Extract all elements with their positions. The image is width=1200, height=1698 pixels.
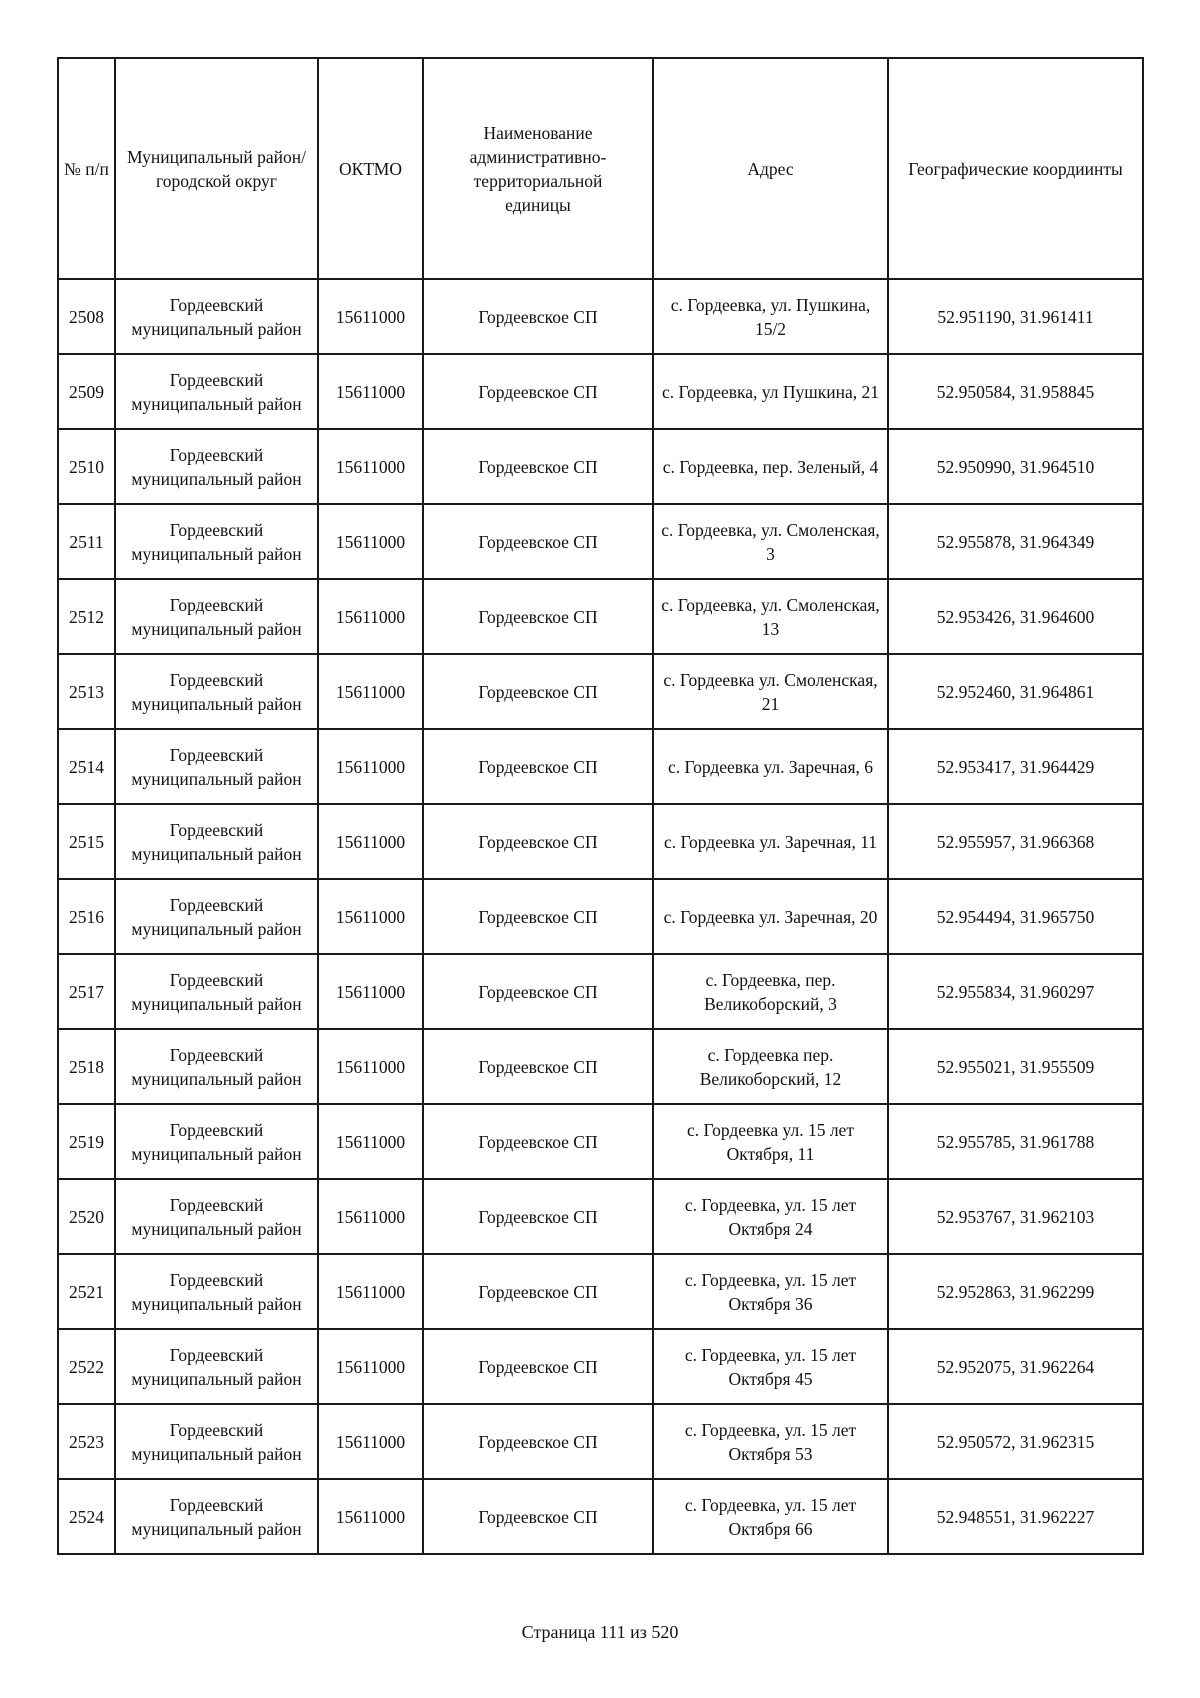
cell-coordinates: 52.952075, 31.962264	[888, 1329, 1143, 1404]
cell-district: Гордеевский муниципальный район	[115, 879, 318, 954]
page-footer	[0, 1620, 1200, 1644]
cell-coordinates: 52.955834, 31.960297	[888, 954, 1143, 1029]
cell-territorial-unit: Гордеевское СП	[423, 1179, 653, 1254]
cell-territorial-unit: Гордеевское СП	[423, 504, 653, 579]
table-row	[58, 1179, 1143, 1254]
cell-district: Гордеевский муниципальный район	[115, 579, 318, 654]
cell-address: с. Гордеевка, пер. Великоборский, 3	[653, 954, 888, 1029]
cell-coordinates: 52.950584, 31.958845	[888, 354, 1143, 429]
table-row	[58, 879, 1143, 954]
cell-number: 2522	[58, 1329, 115, 1404]
table-row	[58, 1404, 1143, 1479]
cell-number: 2515	[58, 804, 115, 879]
table-row	[58, 579, 1143, 654]
table-row	[58, 1254, 1143, 1329]
page-number-total: 520	[651, 1622, 679, 1642]
table-row	[58, 1329, 1143, 1404]
cell-district: Гордеевский муниципальный район	[115, 804, 318, 879]
cell-oktmo: 15611000	[318, 579, 423, 654]
table-body	[58, 279, 1143, 1554]
header-territorial-unit: Наименование административно-территориальной единицы	[423, 58, 653, 279]
cell-number: 2509	[58, 354, 115, 429]
cell-address: с. Гордеевка, ул. 15 лет Октября 24	[653, 1179, 888, 1254]
table-row	[58, 954, 1143, 1029]
cell-territorial-unit: Гордеевское СП	[423, 954, 653, 1029]
cell-address: с. Гордеевка, ул. 15 лет Октября 36	[653, 1254, 888, 1329]
cell-territorial-unit: Гордеевское СП	[423, 1029, 653, 1104]
cell-territorial-unit: Гордеевское СП	[423, 1404, 653, 1479]
cell-coordinates: 52.955785, 31.961788	[888, 1104, 1143, 1179]
cell-coordinates: 52.952863, 31.962299	[888, 1254, 1143, 1329]
cell-territorial-unit: Гордеевское СП	[423, 354, 653, 429]
cell-oktmo: 15611000	[318, 954, 423, 1029]
cell-district: Гордеевский муниципальный район	[115, 654, 318, 729]
cell-oktmo: 15611000	[318, 1104, 423, 1179]
cell-coordinates: 52.953426, 31.964600	[888, 579, 1143, 654]
cell-district: Гордеевский муниципальный район	[115, 1254, 318, 1329]
cell-oktmo: 15611000	[318, 654, 423, 729]
cell-territorial-unit: Гордеевское СП	[423, 579, 653, 654]
table-row	[58, 804, 1143, 879]
cell-territorial-unit: Гордеевское СП	[423, 1479, 653, 1554]
cell-address: с. Гордеевка ул. 15 лет Октября, 11	[653, 1104, 888, 1179]
cell-oktmo: 15611000	[318, 1254, 423, 1329]
cell-district: Гордеевский муниципальный район	[115, 1329, 318, 1404]
cell-oktmo: 15611000	[318, 1479, 423, 1554]
cell-territorial-unit: Гордеевское СП	[423, 879, 653, 954]
cell-number: 2524	[58, 1479, 115, 1554]
cell-territorial-unit: Гордеевское СП	[423, 1254, 653, 1329]
cell-address: с. Гордеевка, ул. 15 лет Октября 53	[653, 1404, 888, 1479]
cell-district: Гордеевский муниципальный район	[115, 354, 318, 429]
cell-oktmo: 15611000	[318, 1029, 423, 1104]
table-row	[58, 354, 1143, 429]
cell-coordinates: 52.950990, 31.964510	[888, 429, 1143, 504]
cell-address: с. Гордеевка ул. Смоленская, 21	[653, 654, 888, 729]
header-district: Муниципальный район/городской округ	[115, 58, 318, 279]
header-oktmo: ОКТМО	[318, 58, 423, 279]
cell-district: Гордеевский муниципальный район	[115, 729, 318, 804]
cell-district: Гордеевский муниципальный район	[115, 429, 318, 504]
cell-address: с. Гордеевка, ул Пушкина, 21	[653, 354, 888, 429]
header-coordinates: Географические коордиинты	[888, 58, 1143, 279]
cell-district: Гордеевский муниципальный район	[115, 954, 318, 1029]
cell-number: 2521	[58, 1254, 115, 1329]
cell-coordinates: 52.955878, 31.964349	[888, 504, 1143, 579]
header-address: Адрес	[653, 58, 888, 279]
table-row	[58, 1029, 1143, 1104]
cell-coordinates: 52.954494, 31.965750	[888, 879, 1143, 954]
cell-district: Гордеевский муниципальный район	[115, 1404, 318, 1479]
cell-territorial-unit: Гордеевское СП	[423, 1104, 653, 1179]
table-row	[58, 504, 1143, 579]
cell-address: с. Гордеевка ул. Заречная, 11	[653, 804, 888, 879]
cell-address: с. Гордеевка, ул. 15 лет Октября 66	[653, 1479, 888, 1554]
cell-number: 2516	[58, 879, 115, 954]
cell-oktmo: 15611000	[318, 429, 423, 504]
cell-address: с. Гордеевка ул. Заречная, 20	[653, 879, 888, 954]
table-row	[58, 654, 1143, 729]
cell-oktmo: 15611000	[318, 279, 423, 354]
table-row	[58, 1104, 1143, 1179]
cell-district: Гордеевский муниципальный район	[115, 504, 318, 579]
cell-number: 2514	[58, 729, 115, 804]
cell-district: Гордеевский муниципальный район	[115, 1029, 318, 1104]
registry-table	[57, 57, 1144, 1555]
cell-territorial-unit: Гордеевское СП	[423, 654, 653, 729]
cell-district: Гордеевский муниципальный район	[115, 1479, 318, 1554]
cell-address: с. Гордеевка, пер. Зеленый, 4	[653, 429, 888, 504]
cell-coordinates: 52.948551, 31.962227	[888, 1479, 1143, 1554]
cell-address: с. Гордеевка пер. Великоборский, 12	[653, 1029, 888, 1104]
header-number: № п/п	[58, 58, 115, 279]
cell-number: 2520	[58, 1179, 115, 1254]
table-header	[58, 58, 1143, 279]
page-label: Страница	[521, 1622, 596, 1642]
page-separator: из	[630, 1622, 647, 1642]
cell-number: 2513	[58, 654, 115, 729]
cell-district: Гордеевский муниципальный район	[115, 1179, 318, 1254]
cell-oktmo: 15611000	[318, 804, 423, 879]
table-row	[58, 429, 1143, 504]
cell-oktmo: 15611000	[318, 1179, 423, 1254]
cell-number: 2508	[58, 279, 115, 354]
cell-coordinates: 52.955957, 31.966368	[888, 804, 1143, 879]
cell-territorial-unit: Гордеевское СП	[423, 279, 653, 354]
cell-number: 2512	[58, 579, 115, 654]
cell-territorial-unit: Гордеевское СП	[423, 1329, 653, 1404]
cell-address: с. Гордеевка, ул. Пушкина, 15/2	[653, 279, 888, 354]
cell-territorial-unit: Гордеевское СП	[423, 729, 653, 804]
cell-oktmo: 15611000	[318, 354, 423, 429]
cell-number: 2519	[58, 1104, 115, 1179]
table-row	[58, 1479, 1143, 1554]
cell-number: 2523	[58, 1404, 115, 1479]
cell-number: 2511	[58, 504, 115, 579]
cell-number: 2518	[58, 1029, 115, 1104]
cell-coordinates: 52.953417, 31.964429	[888, 729, 1143, 804]
cell-district: Гордеевский муниципальный район	[115, 1104, 318, 1179]
cell-oktmo: 15611000	[318, 1329, 423, 1404]
cell-oktmo: 15611000	[318, 1404, 423, 1479]
cell-coordinates: 52.953767, 31.962103	[888, 1179, 1143, 1254]
cell-coordinates: 52.951190, 31.961411	[888, 279, 1143, 354]
cell-address: с. Гордеевка, ул. Смоленская, 13	[653, 579, 888, 654]
cell-oktmo: 15611000	[318, 879, 423, 954]
table-row	[58, 729, 1143, 804]
page-number-current: 111	[599, 1622, 626, 1642]
cell-address: с. Гордеевка, ул. Смоленская, 3	[653, 504, 888, 579]
cell-number: 2510	[58, 429, 115, 504]
header-row	[58, 58, 1143, 279]
cell-territorial-unit: Гордеевское СП	[423, 429, 653, 504]
cell-oktmo: 15611000	[318, 504, 423, 579]
cell-coordinates: 52.952460, 31.964861	[888, 654, 1143, 729]
cell-address: с. Гордеевка ул. Заречная, 6	[653, 729, 888, 804]
cell-coordinates: 52.950572, 31.962315	[888, 1404, 1143, 1479]
cell-oktmo: 15611000	[318, 729, 423, 804]
cell-coordinates: 52.955021, 31.955509	[888, 1029, 1143, 1104]
cell-number: 2517	[58, 954, 115, 1029]
cell-territorial-unit: Гордеевское СП	[423, 804, 653, 879]
table-row	[58, 279, 1143, 354]
cell-district: Гордеевский муниципальный район	[115, 279, 318, 354]
cell-address: с. Гордеевка, ул. 15 лет Октября 45	[653, 1329, 888, 1404]
